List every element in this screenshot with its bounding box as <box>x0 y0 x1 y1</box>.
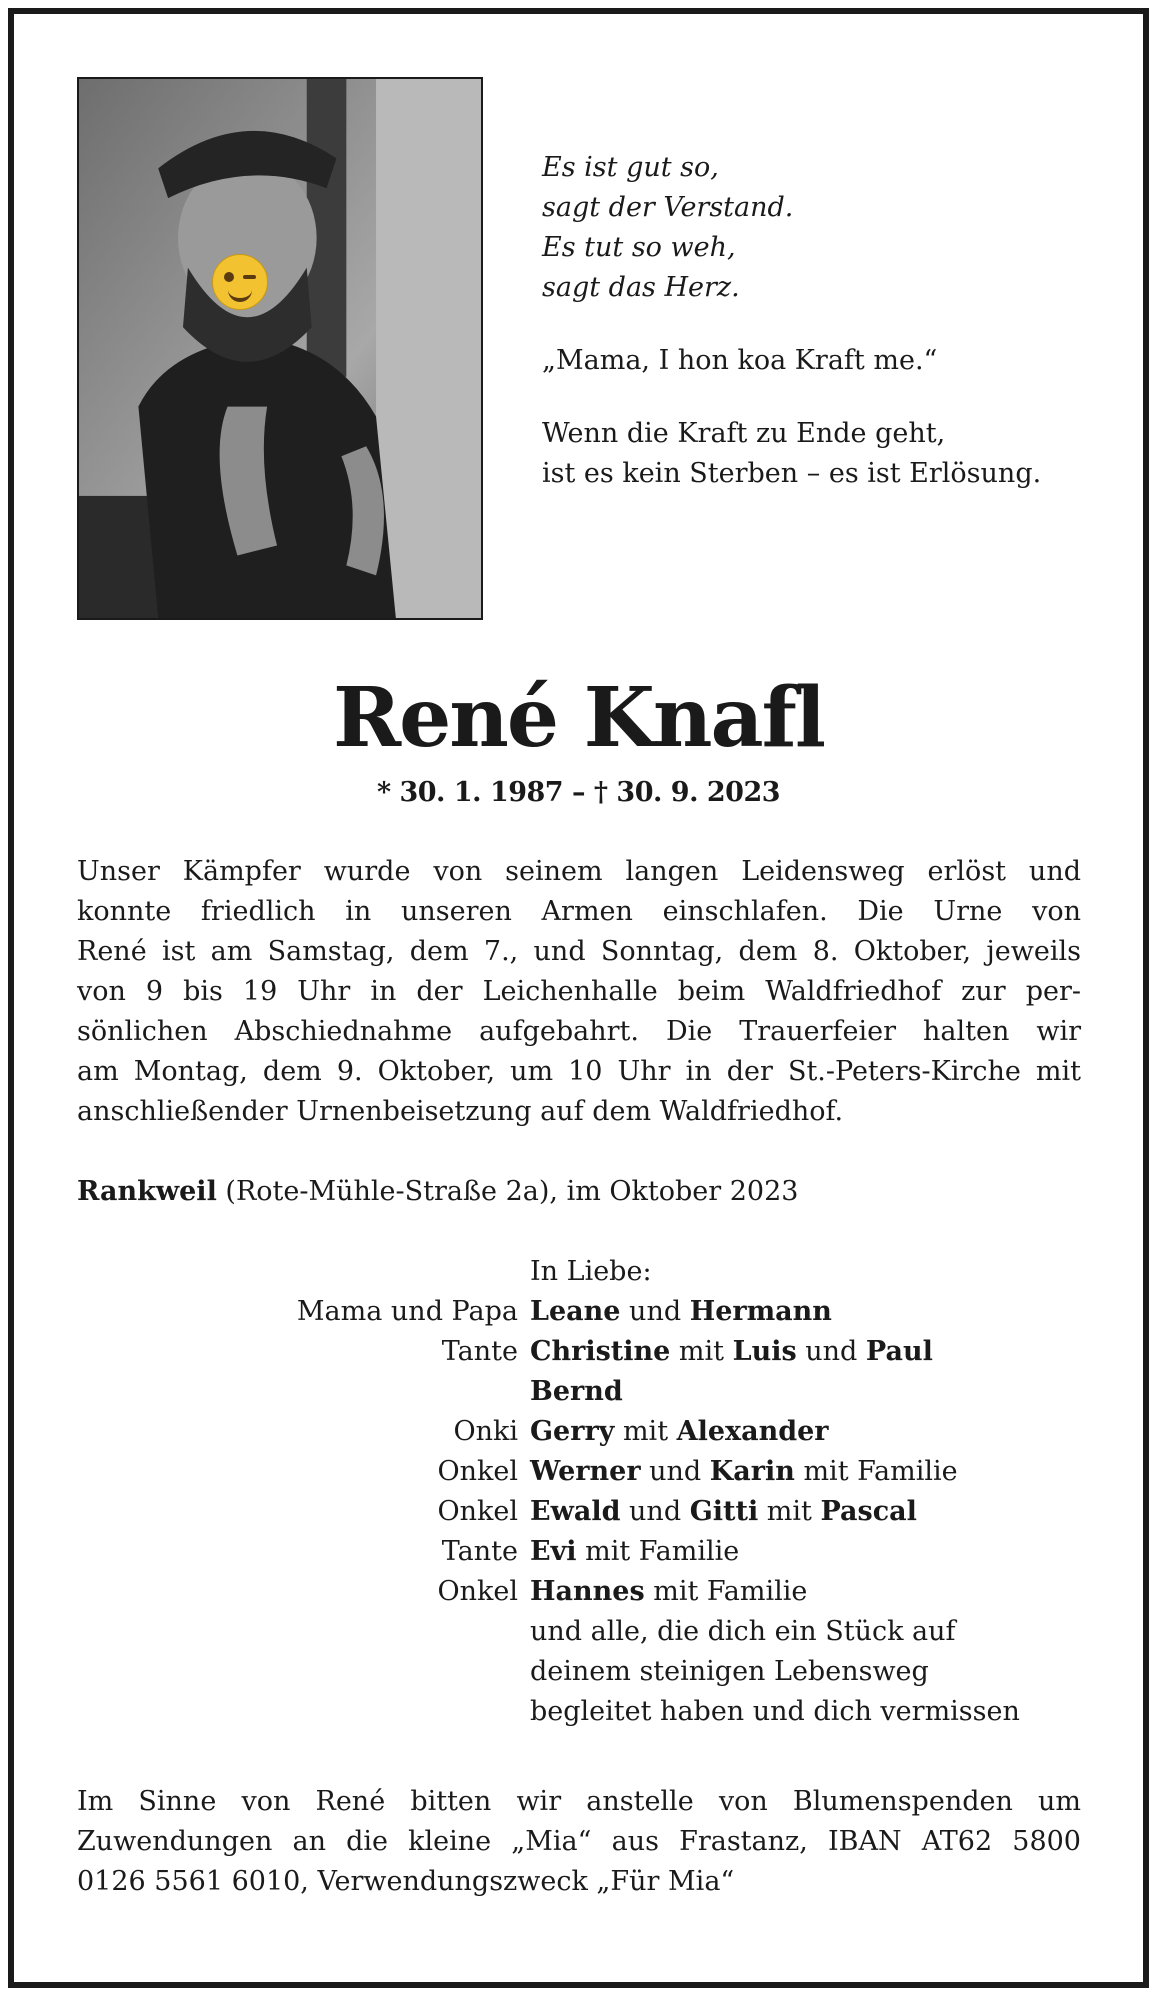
mourner-names <box>530 1612 1100 1652</box>
text-line: Im Sinne von René bitten wir anstelle von Blumenspenden um <box>77 1786 1081 1817</box>
mourner-row <box>200 1372 1100 1412</box>
mourner-name: Gerry <box>530 1416 615 1447</box>
mourner-names <box>530 1572 1100 1612</box>
mourner-name: Alexander <box>676 1416 829 1447</box>
text-line: Unser Kämpfer wurde von seinem langen Leidensweg erlöst und <box>77 856 1081 887</box>
verse-line: Wenn die Kraft zu Ende geht, <box>542 418 946 449</box>
verse-line: sagt der Verstand. <box>542 192 794 223</box>
mourner-row <box>200 1652 1100 1692</box>
relationship-label: Tante <box>441 1536 518 1567</box>
connector-text: mit <box>758 1496 821 1527</box>
relationship-label: Onkel <box>437 1456 518 1487</box>
mourner-names <box>530 1372 1100 1412</box>
text-line: von 9 bis 19 Uhr in der Leichenhalle beim Waldfriedhof zur per- <box>77 976 1081 1007</box>
portrait-photo <box>77 77 483 620</box>
connector-text: mit <box>614 1416 677 1447</box>
relationship-label: Onkel <box>437 1576 518 1607</box>
mourner-name: Karin <box>709 1456 795 1487</box>
mourner-names <box>530 1652 1100 1692</box>
text-line: anschließender Urnenbeisetzung auf dem Waldfriedhof. <box>77 1096 844 1127</box>
relationship-label <box>200 1612 530 1652</box>
mourner-names <box>530 1692 1100 1732</box>
mourner-names <box>530 1412 1100 1452</box>
mourner-name: Bernd <box>530 1376 623 1407</box>
mourner-row <box>200 1452 1100 1492</box>
in-love-heading: In Liebe: <box>530 1256 652 1287</box>
verse-line: Es tut so weh, <box>542 232 736 263</box>
announcement-text <box>77 852 1081 1132</box>
mourner-name: Hermann <box>689 1296 832 1327</box>
life-dates: * 30. 1. 1987 – † 30. 9. 2023 <box>376 777 781 808</box>
mourner-name: Hannes <box>530 1576 645 1607</box>
relationship-label <box>200 1372 530 1412</box>
relationship-label: Mama und Papa <box>296 1296 518 1327</box>
connector-text: begleitet haben und dich vermissen <box>530 1696 1020 1727</box>
mourner-name: Christine <box>530 1336 671 1367</box>
relationship-label <box>200 1692 530 1732</box>
verse-line: Es ist gut so, <box>542 152 719 183</box>
mourner-name: Ewald <box>530 1496 621 1527</box>
mourner-names <box>530 1452 1100 1492</box>
mourner-row <box>200 1492 1100 1532</box>
connector-text: mit Familie <box>644 1576 808 1607</box>
mourner-name: Luis <box>732 1336 797 1367</box>
relationship-label: Tante <box>441 1336 518 1367</box>
mourner-names <box>530 1332 1100 1372</box>
text-line: sönlichen Abschiednahme aufgebahrt. Die Trauerfeier halten wir <box>77 1016 1081 1047</box>
town-name: Rankweil <box>77 1176 217 1207</box>
relationship-label <box>200 1652 530 1692</box>
mourner-name: Werner <box>530 1456 641 1487</box>
mourner-name: Pascal <box>820 1496 917 1527</box>
relationship-label: Onki <box>453 1416 518 1447</box>
mourner-name: Paul <box>865 1336 933 1367</box>
mourner-row <box>200 1532 1100 1572</box>
donation-note <box>77 1782 1081 1902</box>
connector-text: und <box>620 1296 690 1327</box>
mourners-list <box>200 1252 1100 1732</box>
text-line: 0126 5561 6010, Verwendungszweck „Für Mia“ <box>77 1866 735 1897</box>
mourner-row <box>200 1292 1100 1332</box>
place-date-line <box>77 1172 798 1212</box>
connector-text: und <box>796 1336 866 1367</box>
quote-line: „Mama, I hon koa Kraft me.“ <box>542 345 938 376</box>
mourner-row <box>200 1572 1100 1612</box>
text-line: am Montag, dem 9. Oktober, um 10 Uhr in der St.-Peters-Kirche mit <box>77 1056 1081 1087</box>
verse-line: ist es kein Sterben – es ist Erlösung. <box>542 458 1042 489</box>
mourner-name: Gitti <box>689 1496 759 1527</box>
text-line: Zuwendungen an die kleine „Mia“ aus Frastanz, IBAN AT62 5800 <box>77 1826 1081 1857</box>
connector-text: mit <box>670 1336 733 1367</box>
relationship-label: Onkel <box>437 1496 518 1527</box>
mourner-name: Leane <box>530 1296 621 1327</box>
connector-text: und <box>640 1456 710 1487</box>
connector-text: und <box>620 1496 690 1527</box>
connector-text: mit Familie <box>794 1456 958 1487</box>
deceased-name: René Knafl <box>332 670 825 766</box>
mourner-row <box>200 1612 1100 1652</box>
connector-text: mit Familie <box>576 1536 740 1567</box>
connector-text: und alle, die dich ein Stück auf <box>530 1616 956 1647</box>
mourner-names <box>530 1532 1100 1572</box>
address-date: (Rote-Mühle-Straße 2a), im Oktober 2023 <box>216 1176 799 1207</box>
verse <box>542 148 1102 494</box>
mourner-names <box>530 1492 1100 1532</box>
text-line: konnte friedlich in unseren Armen einschlafen. Die Urne von <box>77 896 1081 927</box>
verse-line: sagt das Herz. <box>542 272 740 303</box>
mourner-row <box>200 1412 1100 1452</box>
winking-face-icon <box>212 254 268 310</box>
mourner-row <box>200 1692 1100 1732</box>
mourner-names <box>530 1292 1100 1332</box>
text-line: René ist am Samstag, dem 7., und Sonntag, dem 8. Oktober, jeweils <box>77 936 1081 967</box>
connector-text: deinem steinigen Lebensweg <box>530 1656 929 1687</box>
mourner-row <box>200 1332 1100 1372</box>
mourner-name: Evi <box>530 1536 577 1567</box>
